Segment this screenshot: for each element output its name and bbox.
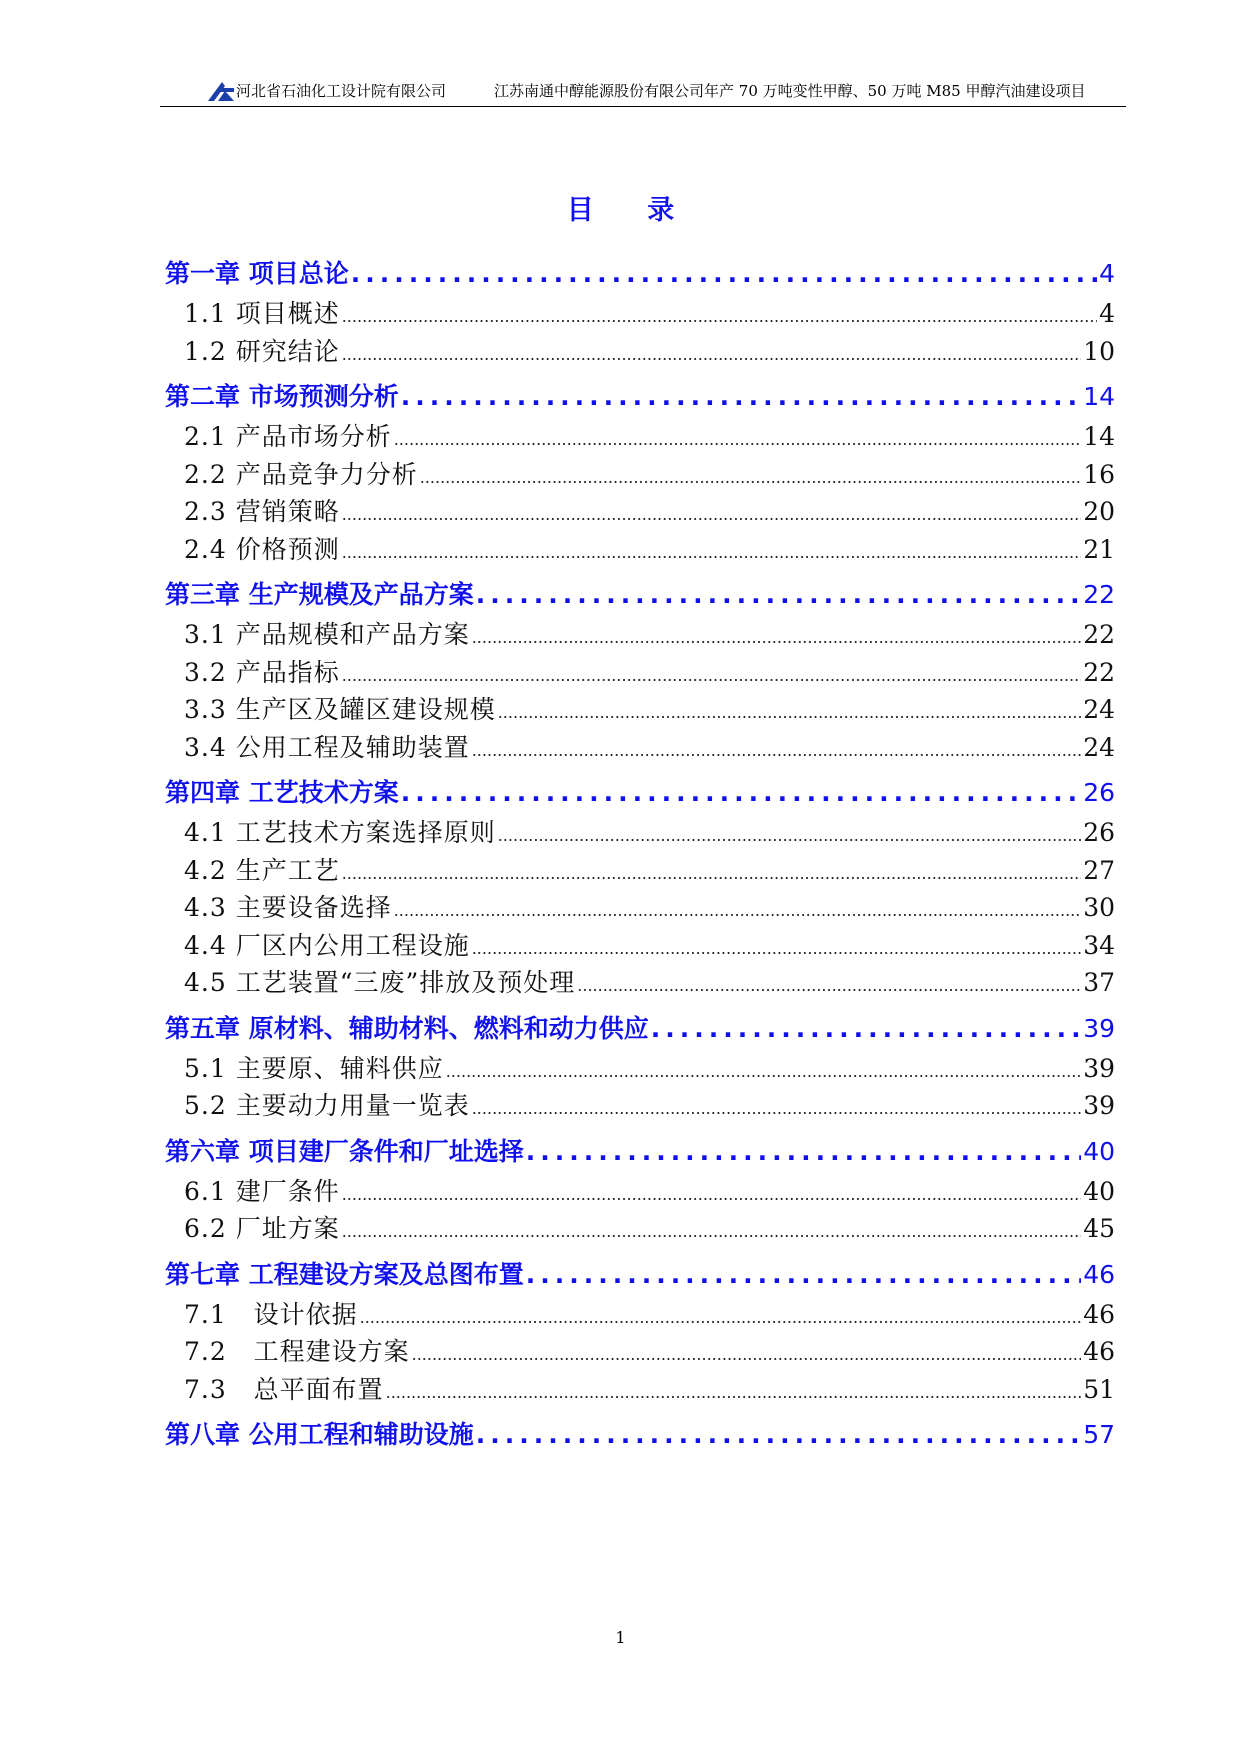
toc-chapter-entry[interactable] [165, 1132, 1115, 1172]
toc-section-label: 3.2 产品指标 [184, 657, 340, 687]
page-number: 1 [615, 1628, 626, 1647]
toc-leader-dots [498, 826, 1081, 845]
toc-section-page: 16 [1083, 459, 1115, 489]
toc-section-page: 24 [1083, 695, 1115, 724]
toc-section-page: 37 [1083, 968, 1115, 997]
toc-section-label: 7.1 设计依据 [184, 1299, 358, 1329]
toc-chapter-page: 22 [1083, 580, 1115, 609]
toc-section-label: 3.3 生产区及罐区建设规模 [184, 695, 496, 724]
toc-chapter-label: 第六章 项目建厂条件和厂址选择 [165, 1136, 524, 1166]
toc-chapter-entry[interactable] [165, 773, 1115, 813]
toc-leader-dots [412, 1345, 1082, 1364]
toc-section-entry[interactable] [165, 1209, 1115, 1247]
toc-section-label: 5.1 主要原、辅料供应 [184, 1053, 444, 1083]
toc-section-label: 1.1 项目概述 [184, 299, 340, 328]
toc-chapter-entry[interactable] [165, 575, 1115, 615]
toc-leader-dots [526, 1137, 1081, 1166]
toc-chapter-label: 第七章 工程建设方案及总图布置 [165, 1259, 524, 1289]
toc-section-label: 4.2 生产工艺 [184, 855, 340, 885]
toc-section-page: 22 [1083, 657, 1115, 687]
toc-section-entry[interactable] [165, 690, 1115, 728]
toc-section-page: 46 [1083, 1299, 1115, 1329]
toc-chapter-label: 第二章 市场预测分析 [165, 382, 399, 411]
toc-chapter-page: 40 [1083, 1136, 1115, 1166]
toc-section-entry[interactable] [165, 813, 1115, 851]
toc-leader-dots [577, 976, 1081, 995]
toc-leader-dots [342, 505, 1081, 524]
toc-section-label: 2.4 价格预测 [184, 534, 340, 564]
toc-section-entry[interactable] [165, 294, 1115, 332]
toc-leader-dots [651, 1014, 1081, 1043]
toc-leader-dots [360, 1308, 1082, 1327]
toc-section-page: 40 [1083, 1176, 1115, 1206]
toc-leader-dots [420, 468, 1081, 487]
toc-section-entry[interactable] [165, 963, 1115, 1001]
toc-leader-dots [394, 430, 1081, 449]
toc-section-entry[interactable] [165, 653, 1115, 691]
toc-section-label: 2.3 营销策略 [184, 497, 340, 526]
toc-chapter-page: 39 [1083, 1013, 1115, 1043]
toc-leader-dots [394, 901, 1081, 920]
toc-section-page: 22 [1083, 620, 1115, 649]
toc-section-entry[interactable] [165, 1086, 1115, 1124]
toc-leader-dots [342, 666, 1081, 685]
header-project-title: 江苏南通中醇能源股份有限公司年产 70 万吨变性甲醇、50 万吨 M85 甲醇汽油建设项目 [494, 82, 1086, 100]
toc-section-page: 26 [1083, 818, 1115, 847]
toc-section-label: 4.1 工艺技术方案选择原则 [184, 818, 496, 847]
toc-section-page: 27 [1083, 855, 1115, 885]
toc-section-page: 51 [1083, 1374, 1115, 1404]
toc-leader-dots [472, 628, 1081, 647]
toc-section-page: 10 [1083, 336, 1115, 366]
toc-section-entry[interactable] [165, 492, 1115, 530]
toc-leader-dots [342, 345, 1081, 364]
header-company-name: 河北省石油化工设计院有限公司 [236, 82, 447, 100]
toc-chapter-entry[interactable] [165, 1255, 1115, 1295]
toc-section-label: 2.2 产品竞争力分析 [184, 459, 418, 489]
toc-section-entry[interactable] [165, 851, 1115, 889]
toc-section-label: 3.1 产品规模和产品方案 [184, 620, 470, 649]
toc-section-page: 24 [1083, 732, 1115, 762]
toc-section-entry[interactable] [165, 1049, 1115, 1087]
toc-section-entry[interactable] [165, 1295, 1115, 1333]
toc-leader-dots [342, 1222, 1081, 1241]
toc-chapter-label: 第三章 生产规模及产品方案 [165, 580, 474, 609]
toc-leader-dots [446, 1062, 1081, 1081]
toc-section-page: 4 [1099, 299, 1115, 328]
toc-section-entry[interactable] [165, 417, 1115, 455]
toc-chapter-page: 46 [1083, 1259, 1115, 1289]
company-logo-icon [206, 80, 236, 102]
toc-section-entry[interactable] [165, 455, 1115, 493]
toc-section-page: 39 [1083, 1091, 1115, 1120]
toc-section-label: 5.2 主要动力用量一览表 [184, 1091, 470, 1120]
toc-chapter-page: 4 [1099, 259, 1115, 288]
toc-title: 目 录 [566, 195, 697, 226]
toc-section-label: 6.2 厂址方案 [184, 1214, 340, 1243]
table-of-contents [165, 250, 1115, 1455]
toc-section-label: 4.4 厂区内公用工程设施 [184, 930, 470, 960]
toc-chapter-page: 14 [1083, 382, 1115, 411]
toc-section-entry[interactable] [165, 926, 1115, 964]
toc-leader-dots [472, 939, 1081, 958]
toc-leader-dots [342, 1185, 1081, 1204]
toc-leader-dots [386, 1383, 1082, 1402]
toc-leader-dots [526, 1260, 1081, 1289]
toc-section-page: 46 [1083, 1337, 1115, 1366]
toc-chapter-entry[interactable] [165, 377, 1115, 417]
toc-section-entry[interactable] [165, 530, 1115, 568]
toc-section-entry[interactable] [165, 1370, 1115, 1408]
toc-leader-dots [472, 741, 1081, 760]
toc-leader-dots [342, 543, 1081, 562]
toc-section-page: 20 [1083, 497, 1115, 526]
page-header [160, 78, 1126, 107]
toc-chapter-entry[interactable] [165, 1009, 1115, 1049]
toc-section-page: 30 [1083, 893, 1115, 922]
toc-section-entry[interactable] [165, 1332, 1115, 1370]
toc-chapter-label: 第一章 项目总论 [165, 259, 349, 288]
toc-leader-dots [498, 703, 1081, 722]
toc-leader-dots [401, 778, 1081, 807]
toc-section-label: 7.3 总平面布置 [184, 1374, 384, 1404]
toc-chapter-entry[interactable] [165, 254, 1115, 294]
toc-section-entry[interactable] [165, 888, 1115, 926]
toc-section-page: 14 [1083, 422, 1115, 451]
toc-chapter-label: 第八章 公用工程和辅助设施 [165, 1420, 474, 1449]
toc-section-label: 1.2 研究结论 [184, 336, 340, 366]
toc-section-entry[interactable] [165, 615, 1115, 653]
toc-leader-dots [401, 382, 1081, 411]
toc-section-page: 34 [1083, 930, 1115, 960]
toc-leader-dots [476, 1420, 1081, 1449]
toc-section-label: 4.3 主要设备选择 [184, 893, 392, 922]
toc-leader-dots [342, 307, 1097, 326]
toc-leader-dots [342, 864, 1081, 883]
toc-section-entry[interactable] [165, 1172, 1115, 1210]
toc-section-entry[interactable] [165, 728, 1115, 766]
toc-section-label: 2.1 产品市场分析 [184, 422, 392, 451]
toc-section-label: 3.4 公用工程及辅助装置 [184, 732, 470, 762]
toc-chapter-page: 57 [1083, 1420, 1115, 1449]
toc-section-label: 6.1 建厂条件 [184, 1176, 340, 1206]
toc-section-page: 39 [1083, 1053, 1115, 1083]
toc-section-page: 45 [1083, 1214, 1115, 1243]
toc-section-label: 4.5 工艺装置“三废”排放及预处理 [184, 968, 576, 997]
toc-leader-dots [351, 259, 1097, 288]
toc-section-label: 7.2 工程建设方案 [184, 1337, 410, 1366]
toc-chapter-label: 第四章 工艺技术方案 [165, 778, 399, 807]
toc-section-entry[interactable] [165, 332, 1115, 370]
toc-chapter-page: 26 [1083, 778, 1115, 807]
toc-leader-dots [472, 1099, 1081, 1118]
toc-section-page: 21 [1083, 534, 1115, 564]
toc-leader-dots [476, 580, 1081, 609]
toc-chapter-entry[interactable] [165, 1415, 1115, 1455]
toc-chapter-label: 第五章 原材料、辅助材料、燃料和动力供应 [165, 1013, 649, 1043]
